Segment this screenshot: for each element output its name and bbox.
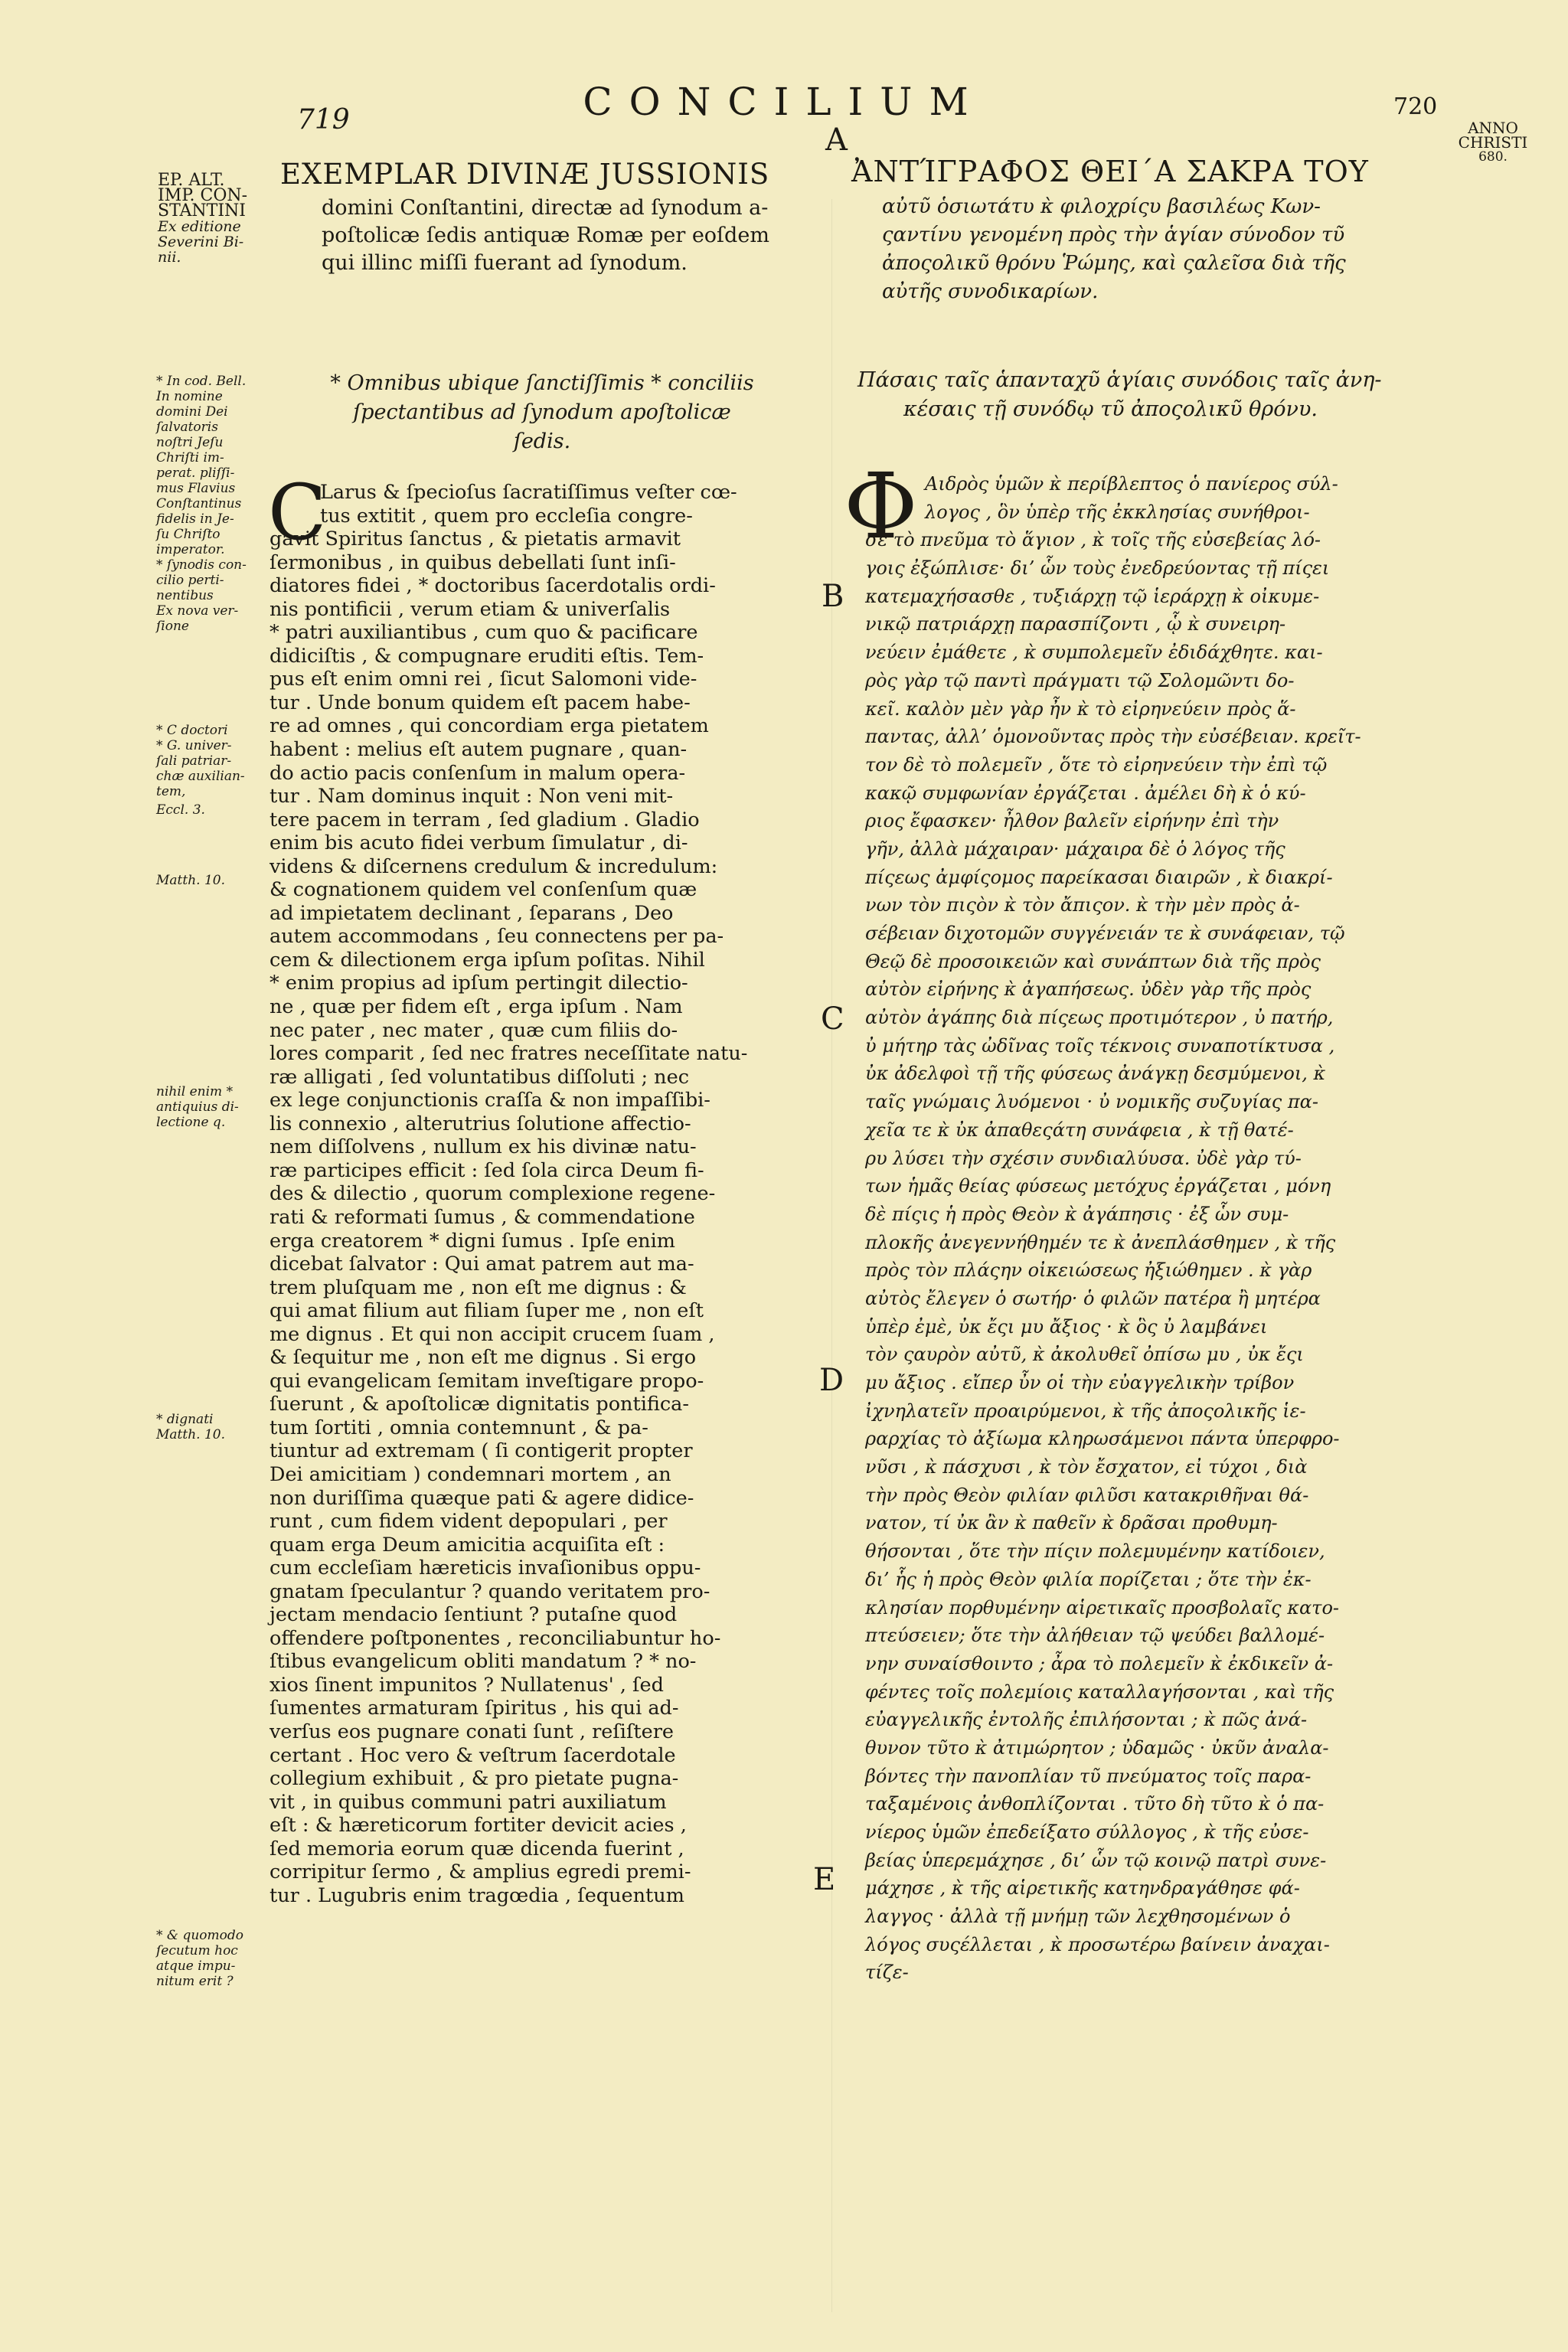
latin-body-line: qui evangelicam ſemitam inveſtigare propo-	[270, 1369, 704, 1393]
section-letter-b: B	[822, 579, 844, 614]
greek-body-line: παντας, ἀλλ’ ὁμονοῦντας πρὸς τὴν εὐσέβειαν. κρεῖτ-	[865, 726, 1361, 748]
latin-body-line: quam erga Deum amicitia acquiſita eſt :	[270, 1533, 665, 1557]
margin-line: CHRISTI	[1458, 133, 1528, 152]
margin-note-line: Eccl. 3.	[156, 802, 205, 818]
greek-body-line: ρυ λύσει τὴν σχέσιν συνδιαλύυσα. ὐδὲ γὰρ τύ-	[865, 1147, 1302, 1169]
greek-body-line: τὸν ςαυρὸν αὐτῦ, κ̀ ἀκολυθεῖ ὀπίσω μυ , ὐκ ἔςι	[865, 1344, 1304, 1366]
latin-body-line: gavit Spiritus ſanctus , & pietatis armavit	[270, 528, 681, 551]
latin-body-line: do actio pacis conſenſum in malum opera-	[270, 761, 686, 785]
margin-note-matth	[156, 873, 271, 888]
margin-note-line: perat. pliſſi-	[156, 466, 235, 481]
greek-body-line: εὐαγγελικῆς ἐντολῆς ἐπιλήσονται ; κ̀ πῶς ἀνά-	[865, 1709, 1308, 1731]
latin-body-line: ſtibus evangelicum obliti mandatum ? * no-	[270, 1650, 697, 1674]
greek-body-line: ριος ἔφασκεν· ἦλθον βαλεῖν εἰρήνην ἐπὶ τὴν	[865, 810, 1279, 832]
greek-body-line: αὐτὸν εἰρήνης κ̀ ἀγαπήσεως. ὐδὲν γὰρ τῆς πρὸς	[865, 978, 1312, 1001]
page-number-right: 720	[1393, 93, 1438, 120]
greek-body-line: πλοκῆς ἀνεγεννήθημέν τε κ̀ ἀνεπλάσθημεν , κ̀ τῆς	[865, 1231, 1336, 1253]
incipit-line: Πάσαις ταῖς ἁπανταχῦ ἁγίαις συνόδοις ταῖς ἀνη-	[858, 368, 1382, 392]
greek-body-line: σε τὸ πνεῦμα τὸ ἅγιον , κ̀ τοῖς τῆς εὐσεβείας λό-	[865, 529, 1321, 551]
margin-line: 680.	[1478, 149, 1508, 165]
latin-body	[270, 481, 821, 1907]
latin-body-line: dicebat ſalvator : Qui amat patrem aut ma-	[270, 1253, 694, 1276]
margin-note-line: chæ auxilian-	[156, 769, 245, 784]
margin-note-line: atque impu-	[156, 1958, 236, 1974]
latin-body-line: xios ſinent impunitos ? Nullatenus' , ſed	[270, 1673, 664, 1697]
margin-note-line: domini Dei	[156, 404, 228, 420]
latin-body-line: tere pacem in terram , ſed gladium . Gladio	[270, 808, 700, 831]
margin-note-line: antiquius di-	[156, 1099, 239, 1115]
latin-body-line: tur . Lugubris enim tragœdia , ſequentum	[270, 1883, 684, 1907]
latin-body-line: & ſequitur me , non eſt me dignus . Si ergo	[270, 1346, 697, 1370]
greek-body-line: σέβειαν διχοτομῶν συγγένειάν τε κ̀ συνάφειαν, τῷ	[865, 923, 1345, 944]
latin-body-line: didiciſtis , & compugnare eruditi eſtis. Tem-	[270, 644, 704, 668]
greek-body-line: Θεῷ δὲ προσοικειῶν καὶ συνάπτων διὰ τῆς πρὸς	[865, 950, 1321, 972]
margin-note-line: Matth. 10.	[156, 1427, 225, 1442]
greek-body-line: νίερος ὑμῶν ἐπεδείξατο σύλλογος , κ̀ τῆς εὐσε-	[865, 1821, 1309, 1843]
greek-body-line: λογος , ὃν ὑπὲρ τῆς ἐκκλησίας συνήθροι-	[925, 501, 1310, 523]
incipit-line: ſedis.	[513, 430, 571, 453]
greek-body-line: ὑπὲρ ἐμὲ, ὐκ ἔςι μυ ἄξιος · κ̀ ὃς ὐ λαμβάνει	[865, 1315, 1268, 1338]
latin-body-line: corripitur ſermo , & amplius egredi premi-	[270, 1860, 691, 1884]
greek-body-line: χεῖα τε κ̀ ὐκ ἀπαθεςάτη συνάφεια , κ̀ τῇ θατέ-	[865, 1119, 1294, 1141]
margin-line: nii.	[158, 249, 181, 266]
latin-body-line: erga creatorem * digni ſumus . Ipſe enim	[270, 1229, 675, 1253]
subtitle-line: poſtolicæ ſedis antiquæ Romæ per eoſdem	[322, 224, 769, 247]
margin-note-line: * In cod. Bell.	[156, 374, 247, 389]
greek-body-line: πτεύσειεν; ὅτε τὴν ἀλήθειαν τῷ ψεύδει βαλλομέ-	[865, 1625, 1325, 1647]
greek-body-line: μάχησε , κ̀ τῆς αἱρετικῆς κατηνδραγάθησε φά-	[865, 1877, 1300, 1900]
greek-body-line: νων τὸν πιςὸν κ̀ τὸν ἄπιςον. κ̀ τὴν μὲν πρὸς ἀ-	[865, 894, 1300, 916]
latin-body-line: ſermonibus , in quibus debellati ſunt inſi-	[270, 550, 676, 574]
latin-body-line: tus extitit , quem pro eccleſia congre-	[320, 504, 693, 528]
margin-note-line: ſalvatoris	[156, 420, 218, 435]
greek-title: ἈΝΤΊΓΡΑΦΟΣ ΘΕΙ΄Α ΣΑΚΡΑ ΤΟΥ	[851, 155, 1369, 188]
margin-line: Ex editione	[158, 218, 241, 235]
latin-body-line: non duriſſima quæque pati & agere didice-	[270, 1486, 694, 1510]
margin-note-line: ſecutum hoc	[156, 1943, 238, 1958]
greek-body-line: ὐκ ἀδελφοὶ τῇ τῆς φύσεως ἀνάγκῃ δεσμύμενοι, κ̀	[865, 1063, 1326, 1085]
greek-body-line: κακῷ συμφωνίαν ἐργάζεται . ἀμέλει δὴ κ̀ ὁ κύ-	[865, 782, 1306, 804]
greek-body-line: κατεμαχήσασθε , τυξιάρχῃ τῷ ἱεράρχῃ κ̀ οἰκυμε-	[865, 585, 1320, 607]
incipit-line: * Omnibus ubique ſanctiſſimis * conciliis	[330, 371, 754, 395]
latin-body-line: tum ſortiti , omnia contemnunt , & pa-	[270, 1416, 648, 1439]
margin-line: ANNO	[1468, 119, 1518, 137]
latin-body-line: cum eccleſiam hæreticis invaſionibus oppu-	[270, 1557, 701, 1580]
greek-body-line: πρὸς τὸν πλάςην οἰκειώσεως ἠξιώθημεν . κ̀ γὰρ	[865, 1259, 1312, 1282]
margin-note-line: * & quomodo	[156, 1928, 243, 1943]
greek-body-line: τον δὲ τὸ πολεμεῖν , ὅτε τὸ εἰρηνεύειν τὴν ἐπὶ τῷ	[865, 753, 1328, 776]
greek-body-line: βόντες τὴν πανοπλίαν τῦ πνεύματος τοῖς παρα-	[865, 1765, 1312, 1787]
greek-subtitle	[882, 193, 1346, 306]
latin-body-line: ad impietatem declinant , ſeparans , Deo	[270, 901, 674, 925]
greek-body-line: Αιδρὸς ὑμῶν κ̀ περίβλεπτος ὁ πανίερος σύλ-	[925, 473, 1338, 495]
incipit-line: ſpectantibus ad ſynodum apoſtolicæ	[353, 400, 731, 424]
latin-body-line: jectam mendacio ſentiunt ? putaſne quod	[270, 1603, 678, 1627]
greek-body-line: βείας ὑπερεμάχησε , δι’ ὧν τῷ κοινῷ πατρὶ συνε-	[865, 1849, 1327, 1871]
margin-note-dignati	[156, 1412, 271, 1442]
subtitle-line: ἀποςολικῦ θρόνυ Ῥώμης, καὶ ςαλεῖσα διὰ τῆς	[882, 252, 1346, 275]
margin-note-line: mus Flavius	[156, 481, 236, 496]
greek-body-line: νεύειν ἐμάθετε , κ̀ συμπολεμεῖν ἐδιδάχθητε. και-	[865, 642, 1323, 664]
greek-body-line: τὴν πρὸς Θεὸν φιλίαν φιλῦσι κατακριθῆναι θά-	[865, 1484, 1309, 1506]
greek-body-line: θυνον τῦτο κ̀ ἀτιμώρητον ; ὐδαμῶς · ὐκῦν ἀναλα-	[865, 1736, 1329, 1759]
greek-body-line: ταξαμένοις ἀνθοπλίζονται . τῦτο δὴ τῦτο κ̀ ὁ πα-	[865, 1793, 1325, 1815]
latin-incipit	[289, 369, 795, 456]
latin-body-line: enim bis acuto fidei verbum ſimulatur , di-	[270, 831, 688, 855]
latin-body-line: offendere poſtponentes , reconciliabuntur ho-	[270, 1626, 721, 1650]
greek-body-line: γῆν, ἀλλὰ μάχαιραν· μάχαιρα δὲ ὁ λόγος τῆς	[865, 838, 1285, 860]
greek-body-line: αὐτὸν ἀγάπης διὰ πίςεως προτιμότερον , ὐ πατήρ,	[865, 1007, 1334, 1029]
latin-body-line: ſumentes armaturam ſpiritus , his qui ad-	[270, 1697, 679, 1720]
latin-body-line: diatores fidei , * doctoribus ſacerdotalis ordi-	[270, 574, 716, 598]
greek-body-line: κεῖ. καλὸν μὲν γὰρ ἦν κ̀ τὸ εἰρηνεύειν πρὸς ἅ-	[865, 697, 1296, 720]
latin-drop-cap: C	[268, 468, 327, 557]
section-letter-c: C	[821, 1001, 844, 1037]
greek-body-line: ρὸς γὰρ τῷ παντὶ πράγματι τῷ Σολομῶντι δο-	[865, 669, 1295, 691]
latin-body-line: ræ participes efficit : ſed ſola circa Deum fi-	[270, 1158, 704, 1182]
margin-line: STANTINI	[158, 201, 246, 220]
latin-body-line: & cognationem quidem vel conſenſum quæ	[270, 878, 697, 902]
margin-note-line: * C doctori	[156, 723, 228, 738]
column-divider	[831, 199, 832, 2312]
subtitle-line: domini Conſtantini, directæ ad ſynodum a-	[322, 196, 769, 220]
latin-body-line: collegium exhibuit , & pro pietate pugna-	[270, 1767, 679, 1791]
latin-body-line: ſed memoria eorum quæ dicenda fuerint ,	[270, 1837, 684, 1860]
greek-body-line: δι’ ἧς ἡ πρὸς Θεὸν φιλία πορίζεται ; ὅτε τὴν ἐκ-	[865, 1568, 1312, 1590]
margin-note-line: Matth. 10.	[156, 873, 225, 888]
greek-body-line: ταῖς γνώμαις λυόμενοι · ὐ νομικῆς συζυγίας πα-	[865, 1091, 1318, 1113]
greek-body	[865, 470, 1455, 1987]
latin-body-line: tur . Unde bonum quidem eſt pacem habe-	[270, 691, 691, 714]
latin-body-line: des & dilectio , quorum complexione regene-	[270, 1182, 716, 1206]
section-letter-e: E	[813, 1862, 836, 1897]
margin-note-line: cilio perti-	[156, 573, 224, 588]
margin-line: EP. ALT.	[158, 171, 225, 190]
latin-body-line: gnatam ſpeculantur ? quando veritatem pro-	[270, 1579, 710, 1603]
margin-note-line: Ex nova ver-	[156, 603, 239, 619]
running-title: CONCILIUM	[583, 80, 985, 124]
latin-body-line: ſuerunt , & apoſtolicæ dignitatis pontifica-	[270, 1393, 689, 1416]
latin-body-line: Dei amicitiam ) condemnari mortem , an	[270, 1462, 671, 1486]
latin-body-line: vit , in quibus communi patri auxiliatum	[270, 1790, 667, 1814]
latin-title: EXEMPLAR DIVINÆ JUSSIONIS	[280, 158, 770, 191]
greek-body-line: λαγγος · ἀλλὰ τῇ μνήμῃ τῶν λεχθησομένων ὁ	[865, 1906, 1291, 1928]
greek-drop-cap: Φ	[844, 453, 918, 559]
latin-body-line: qui amat filium aut filiam ſuper me , non eſt	[270, 1299, 704, 1323]
margin-note-line: fidelis in Je-	[156, 511, 234, 527]
greek-body-line: πίςεως ἀμφίςομος παρείκασαι διαιρῶν , κ̀ διακρί-	[865, 866, 1333, 888]
incipit-line: κέσαις τῇ συνόδῳ τῦ ἀποςολικῦ θρόνυ.	[903, 397, 1318, 421]
margin-note-line: lectione q.	[156, 1115, 226, 1130]
latin-body-line: lis connexio , alterutrius ſolutione affectio-	[270, 1112, 691, 1135]
margin-note-line: imperator.	[156, 542, 225, 557]
greek-incipit	[858, 366, 1455, 424]
latin-body-line: ræ alligati , ſed voluntatibus diſſoluti ; nec	[270, 1065, 689, 1089]
latin-body-line: re ad omnes , qui concordiam erga pietatem	[270, 714, 709, 738]
latin-body-line: lores comparit , ſed nec fratres neceſſitate natu-	[270, 1042, 748, 1066]
latin-body-line: ex lege conjunctionis craſſa & non impaſſibi-	[270, 1089, 710, 1112]
latin-body-line: Larus & ſpecioſus ſacratiſſimus veſter cœ-	[320, 481, 737, 504]
latin-body-line: * patri auxiliantibus , cum quo & pacificare	[270, 621, 698, 645]
latin-body-line: rati & reformati ſumus , & commendatione	[270, 1205, 695, 1229]
greek-body-line: τίζε-	[865, 1962, 909, 1984]
latin-body-line: me dignus . Et qui non accipit crucem ſuam ,	[270, 1322, 715, 1346]
section-letter-d: D	[819, 1363, 844, 1398]
latin-body-line: cem & dilectionem erga ipſum poſitas. Nihil	[270, 948, 705, 972]
margin-note-quomodo	[156, 1928, 271, 1989]
margin-note-line: Conſtantinus	[156, 496, 242, 511]
margin-note-line: Chriſti im-	[156, 450, 224, 466]
latin-body-line: certant . Hoc vero & veſtrum ſacerdotale	[270, 1743, 676, 1767]
greek-body-line: μυ ἄξιος . εἴπερ ὖν οἱ τὴν εὐαγγελικὴν τρίβον	[865, 1372, 1295, 1393]
latin-body-line: pus eſt enim omni rei , ſicut Salomoni vide-	[270, 668, 697, 691]
margin-note-line: noſtri Jeſu	[156, 435, 224, 450]
subtitle-line: αὐτῆς συνοδικαρίων.	[882, 280, 1099, 303]
margin-note-cod-bell	[156, 374, 271, 634]
margin-note-line: * ſynodis con-	[156, 557, 247, 573]
latin-body-line: tur . Nam dominus inquit : Non veni mit-	[270, 785, 674, 808]
latin-body-line: tiuntur ad extremam ( ſi contigerit propter	[270, 1439, 693, 1463]
latin-body-line: nem diſſolvens , nullum ex his divinæ natu-	[270, 1135, 697, 1159]
margin-note-line: tem,	[156, 784, 186, 799]
latin-body-line: autem accommodans , ſeu connectens per pa-	[270, 925, 724, 949]
greek-body-line: γοις ἐξώπλισε· δι’ ὧν τοὺς ἐνεδρεύοντας τῇ πίςει	[865, 557, 1330, 580]
latin-body-line: nec pater , nec mater , quæ cum filiis do-	[270, 1018, 678, 1042]
margin-line: IMP. CON-	[158, 186, 248, 205]
latin-body-line: * enim propius ad ipſum pertingit dilectio-	[270, 972, 688, 995]
greek-body-line: ἰχνηλατεῖν προαιρύμενοι, κ̀ τῆς ἀποςολικῆς ἱε-	[865, 1400, 1306, 1422]
margin-note-line: In nomine	[156, 389, 223, 404]
margin-line: Severini Bi-	[158, 234, 244, 250]
margin-note-line: * G. univer-	[156, 738, 232, 753]
margin-note-line: nihil enim *	[156, 1084, 234, 1099]
latin-body-line: trem pluſquam me , non eſt me dignus : &	[270, 1276, 687, 1299]
latin-body-line: habent : melius eſt autem pugnare , quan-	[270, 738, 688, 762]
latin-body-line: ne , quæ per fidem eſt , erga ipſum . Nam	[270, 995, 683, 1019]
greek-body-line: ὐ μήτηρ τὰς ὠδῖνας τοῖς τέκνοις συναποτίκτυσα ,	[865, 1034, 1335, 1057]
greek-body-line: ραρχίας τὸ ἀξίωμα κληρωσάμενοι πάντα ὑπερφρο-	[865, 1428, 1340, 1450]
greek-body-line: θήσονται , ὅτε τὴν πίςιν πολεμυμένην κατίδοιεν,	[865, 1540, 1325, 1563]
margin-note-nihil	[156, 1084, 271, 1130]
latin-body-line: eſt : & hæreticorum fortiter devicit acies ,	[270, 1814, 687, 1838]
margin-note-line: * dignati	[156, 1412, 214, 1427]
margin-note-line: ſione	[156, 619, 189, 634]
latin-body-line: verſus eos pugnare conati ſunt , reſiſtere	[270, 1720, 675, 1743]
margin-note-line: ſali patriar-	[156, 753, 232, 769]
greek-body-line: αὐτὸς ἔλεγεν ὁ σωτήρ· ὁ φιλῶν πατέρα ἢ μητέρα	[865, 1287, 1321, 1309]
greek-body-line: κλησίαν πορθυμένην αἱρετικαῖς προσβολαῖς κατο-	[865, 1596, 1340, 1619]
page-number-left: 719	[297, 104, 350, 136]
greek-body-line: νῦσι , κ̀ πάσχυσι , κ̀ τὸν ἔσχατον, εἰ τύχοι , διὰ	[865, 1456, 1308, 1478]
subtitle-line: ςαντίνυ γενομένη πρὸς τὴν ἁγίαν σύνοδον τῦ	[882, 224, 1345, 247]
greek-body-line: δὲ πίςις ἡ πρὸς Θεὸν κ̀ ἀγάπησις · ἐξ ὧν συμ-	[865, 1203, 1289, 1225]
subtitle-line: qui illinc miſſi fuerant ad ſynodum.	[322, 251, 688, 275]
greek-body-line: νην συναίσθοιντο ; ἆρα τὸ πολεμεῖν κ̀ ἐκδικεῖν ἀ-	[865, 1652, 1334, 1674]
margin-note-eccl	[156, 802, 271, 818]
greek-body-line: λόγος συςέλλεται , κ̀ προσωτέρω βαίνειν ἀναχαι-	[865, 1933, 1330, 1955]
latin-body-line: runt , cum fidem vident depopulari , per	[270, 1510, 668, 1534]
greek-body-line: των ἡμᾶς θείας φύσεως μετόχυς ἐργάζεται , μόνη	[865, 1175, 1331, 1197]
greek-body-line: νικῷ πατριάρχῃ παρασπίζοντι , ᾧ κ̀ συνειρη-	[865, 613, 1286, 635]
subtitle-line: αὐτῦ ὁσιωτάτυ κ̀ φιλοχρίςυ βασιλέως Κων-	[882, 195, 1321, 218]
latin-body-line: nis pontificii , verum etiam & univerſalis	[270, 597, 671, 621]
section-letter-a: A	[825, 122, 848, 158]
margin-note-edition	[158, 173, 273, 265]
greek-body-line: νατον, τί ὐκ ἂν κ̀ παθεῖν κ̀ δρᾶσαι προθυμη-	[865, 1512, 1278, 1534]
latin-subtitle	[322, 194, 769, 277]
margin-note-doctori	[156, 723, 271, 799]
latin-body-line: videns & diſcernens credulum & incredulum:	[270, 854, 718, 878]
margin-note-line: nentibus	[156, 588, 214, 603]
margin-note-year	[1455, 121, 1531, 165]
greek-body-line: φέντες τοῖς πολεμίοις καταλλαγήσονται , καὶ τῆς	[865, 1681, 1334, 1703]
margin-note-line: nitum erit ?	[156, 1974, 234, 1989]
margin-note-line: ſu Chriſto	[156, 527, 220, 542]
